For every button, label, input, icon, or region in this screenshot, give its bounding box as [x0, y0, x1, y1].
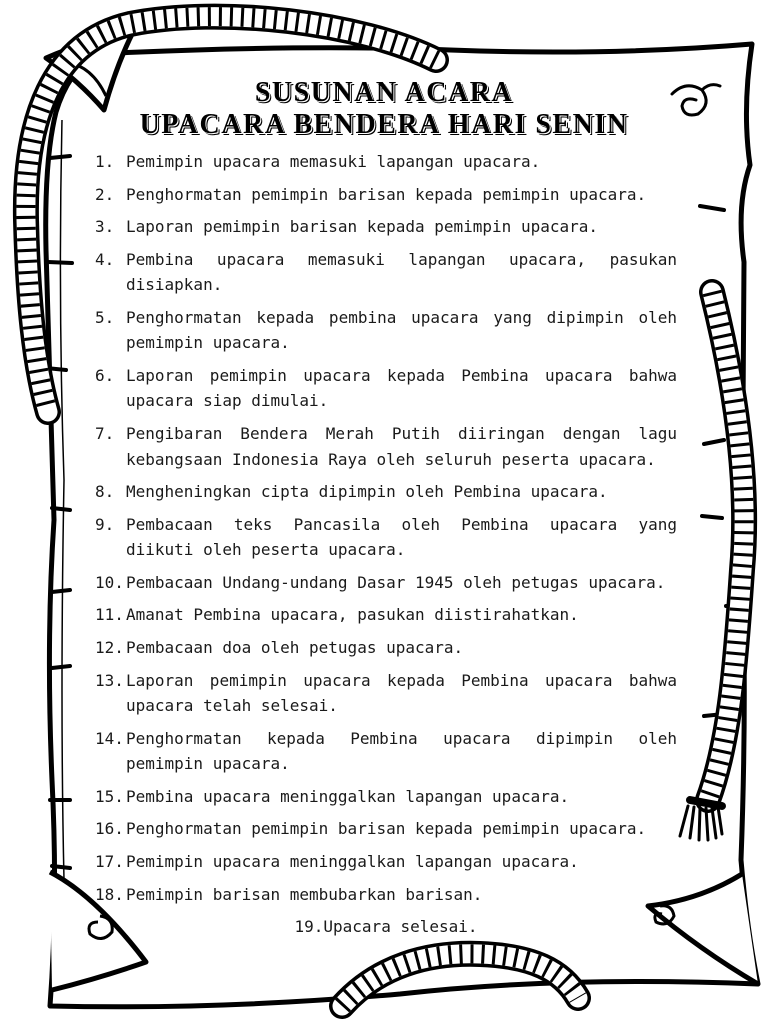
- list-item: [95, 214, 677, 240]
- list-item: [95, 512, 677, 563]
- item-text: Pengibaran Bendera Merah Putih diiringan dengan lagu kebangsaan Indonesia Raya oleh seluruh peserta upacara.: [126, 424, 677, 469]
- item-text: Laporan pemimpin barisan kepada pemimpin upacara.: [126, 217, 599, 237]
- item-number: 7.: [95, 424, 115, 444]
- item-number: 6.: [95, 365, 115, 385]
- item-number: 4.: [95, 249, 115, 269]
- item-text: Pembacaan Undang-undang Dasar 1945 oleh petugas upacara.: [126, 572, 666, 592]
- item-number: 14.: [95, 728, 124, 748]
- page-title: [0, 77, 768, 141]
- item-text: Penghormatan pemimpin barisan kepada pemimpin upacara.: [126, 819, 647, 839]
- item-number: 18.: [95, 884, 124, 904]
- title-line-1: SUSUNAN ACARA: [254, 77, 514, 108]
- item-text: Pemimpin barisan membubarkan barisan.: [126, 884, 483, 904]
- item-text: Pemimpin upacara memasuki lapangan upacara.: [126, 152, 541, 171]
- list-item: [95, 570, 677, 596]
- item-number: 9.: [95, 514, 115, 534]
- item-number: 17.: [95, 852, 124, 871]
- list-item: [95, 247, 677, 298]
- item-text: Upacara selesai.: [323, 917, 478, 937]
- list-item: [95, 668, 677, 719]
- title-line-2: UPACARA BENDERA HARI SENIN: [139, 109, 629, 140]
- list-item: [95, 421, 677, 472]
- list-item: [95, 784, 677, 810]
- item-text: Pemimpin upacara meninggalkan lapangan upacara.: [126, 852, 579, 871]
- list-item: [95, 182, 677, 208]
- list-item: [95, 816, 677, 842]
- item-number: 2.: [95, 184, 115, 204]
- item-text: Penghormatan kepada Pembina upacara dipimpin oleh pemimpin upacara.: [126, 728, 677, 774]
- item-number: 12.: [95, 638, 124, 658]
- list-item: [95, 726, 677, 777]
- list-item: [95, 914, 677, 940]
- list-item: [95, 635, 677, 661]
- list-item: [95, 363, 677, 414]
- list-item: [95, 479, 677, 505]
- list-item: [95, 149, 677, 175]
- item-number: 19.: [294, 917, 324, 937]
- item-text: Pembacaan doa oleh petugas upacara.: [126, 638, 464, 658]
- item-text: Pembina upacara memasuki lapangan upacara, pasukan disiapkan.: [126, 249, 677, 295]
- item-text: Amanat Pembina upacara, pasukan diistirahatkan.: [126, 605, 579, 625]
- item-text: Penghormatan kepada pembina upacara yang dipimpin oleh pemimpin upacara.: [126, 307, 677, 353]
- list-item: [95, 305, 677, 356]
- item-number: 10.: [95, 572, 124, 592]
- item-number: 8.: [95, 482, 115, 502]
- list-item: [95, 602, 677, 628]
- item-text: Penghormatan pemimpin barisan kepada pemimpin upacara.: [126, 184, 647, 204]
- item-text: Laporan pemimpin upacara kepada Pembina upacara bahwa upacara siap dimulai.: [126, 365, 677, 411]
- item-text: Laporan pemimpin upacara kepada Pembina upacara bahwa upacara telah selesai.: [126, 670, 677, 716]
- item-text: Pembina upacara meninggalkan lapangan upacara.: [126, 786, 570, 806]
- item-text: Mengheningkan cipta dipimpin oleh Pembina upacara.: [126, 482, 608, 502]
- item-number: 11.: [95, 605, 124, 625]
- item-number: 1.: [95, 152, 115, 171]
- list-item: [95, 882, 677, 908]
- list-item: [95, 849, 677, 875]
- item-number: 5.: [95, 307, 115, 327]
- item-number: 15.: [95, 786, 124, 806]
- item-number: 16.: [95, 819, 124, 839]
- item-text: Pembacaan teks Pancasila oleh Pembina upacara yang diikuti oleh peserta upacara.: [126, 514, 677, 560]
- agenda-list: [95, 149, 677, 940]
- item-number: 3.: [95, 217, 115, 237]
- item-number: 13.: [95, 670, 124, 690]
